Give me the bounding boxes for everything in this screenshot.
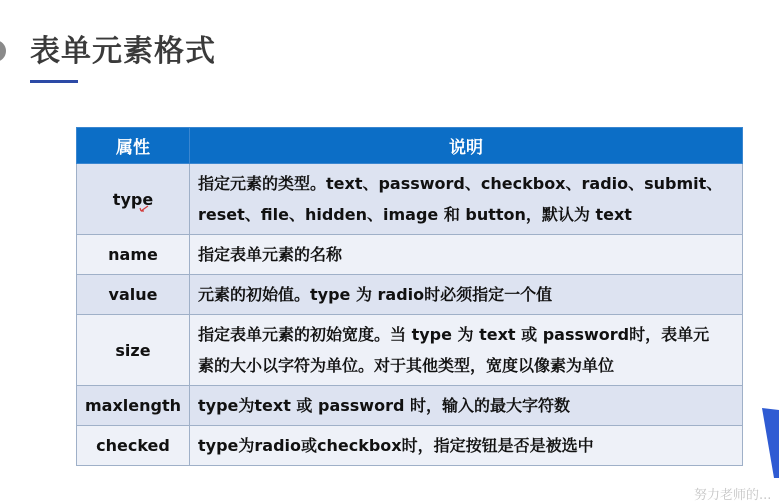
header-attribute: 属性 — [77, 128, 190, 164]
attr-cell: type — [77, 164, 190, 235]
table-row-type — [77, 164, 743, 235]
desc-cell — [190, 275, 743, 315]
desc-line: 元素的初始值。type 为 radio时必须指定一个值 — [198, 285, 553, 304]
table-header-row — [77, 128, 743, 164]
desc-line: 指定表单元素的名称 — [198, 245, 343, 264]
title-bullet-marker — [0, 40, 6, 62]
desc-line: type为text 或 password 时，输入的最大字符数 — [198, 396, 570, 415]
attr-cell: maxlength — [77, 386, 190, 426]
table-row-name — [77, 235, 743, 275]
desc-cell — [190, 315, 743, 386]
table-row-checked — [77, 426, 743, 466]
attr-cell: checked — [77, 426, 190, 466]
desc-line: 指定元素的类型。text、password、checkbox、radio、submit、 — [198, 174, 723, 193]
table-row-value — [77, 275, 743, 315]
attr-cell: name — [77, 235, 190, 275]
title-underline — [30, 80, 78, 83]
desc-line: type为radio或checkbox时，指定按钮是否是被选中 — [198, 436, 594, 455]
table-row-size — [77, 315, 743, 386]
form-attributes-table — [76, 127, 743, 466]
desc-cell — [190, 235, 743, 275]
desc-line: 素的大小以字符为单位。对于其他类型，宽度以像素为单位 — [198, 356, 615, 375]
slide-title: 表单元素格式 — [30, 34, 216, 69]
pen-cursor-icon — [139, 205, 149, 213]
attr-cell: value — [77, 275, 190, 315]
corner-accent-shape — [762, 408, 779, 478]
attr-cell: size — [77, 315, 190, 386]
desc-line: reset、file、hidden、image 和 button，默认为 text — [198, 205, 632, 224]
table-row-maxlength — [77, 386, 743, 426]
desc-line: 指定表单元素的初始宽度。当 type 为 text 或 password时，表单元 — [198, 325, 710, 344]
watermark-text: 努力老师的... — [694, 488, 772, 503]
header-description: 说明 — [190, 128, 743, 164]
desc-cell — [190, 164, 743, 235]
desc-cell — [190, 386, 743, 426]
desc-cell — [190, 426, 743, 466]
